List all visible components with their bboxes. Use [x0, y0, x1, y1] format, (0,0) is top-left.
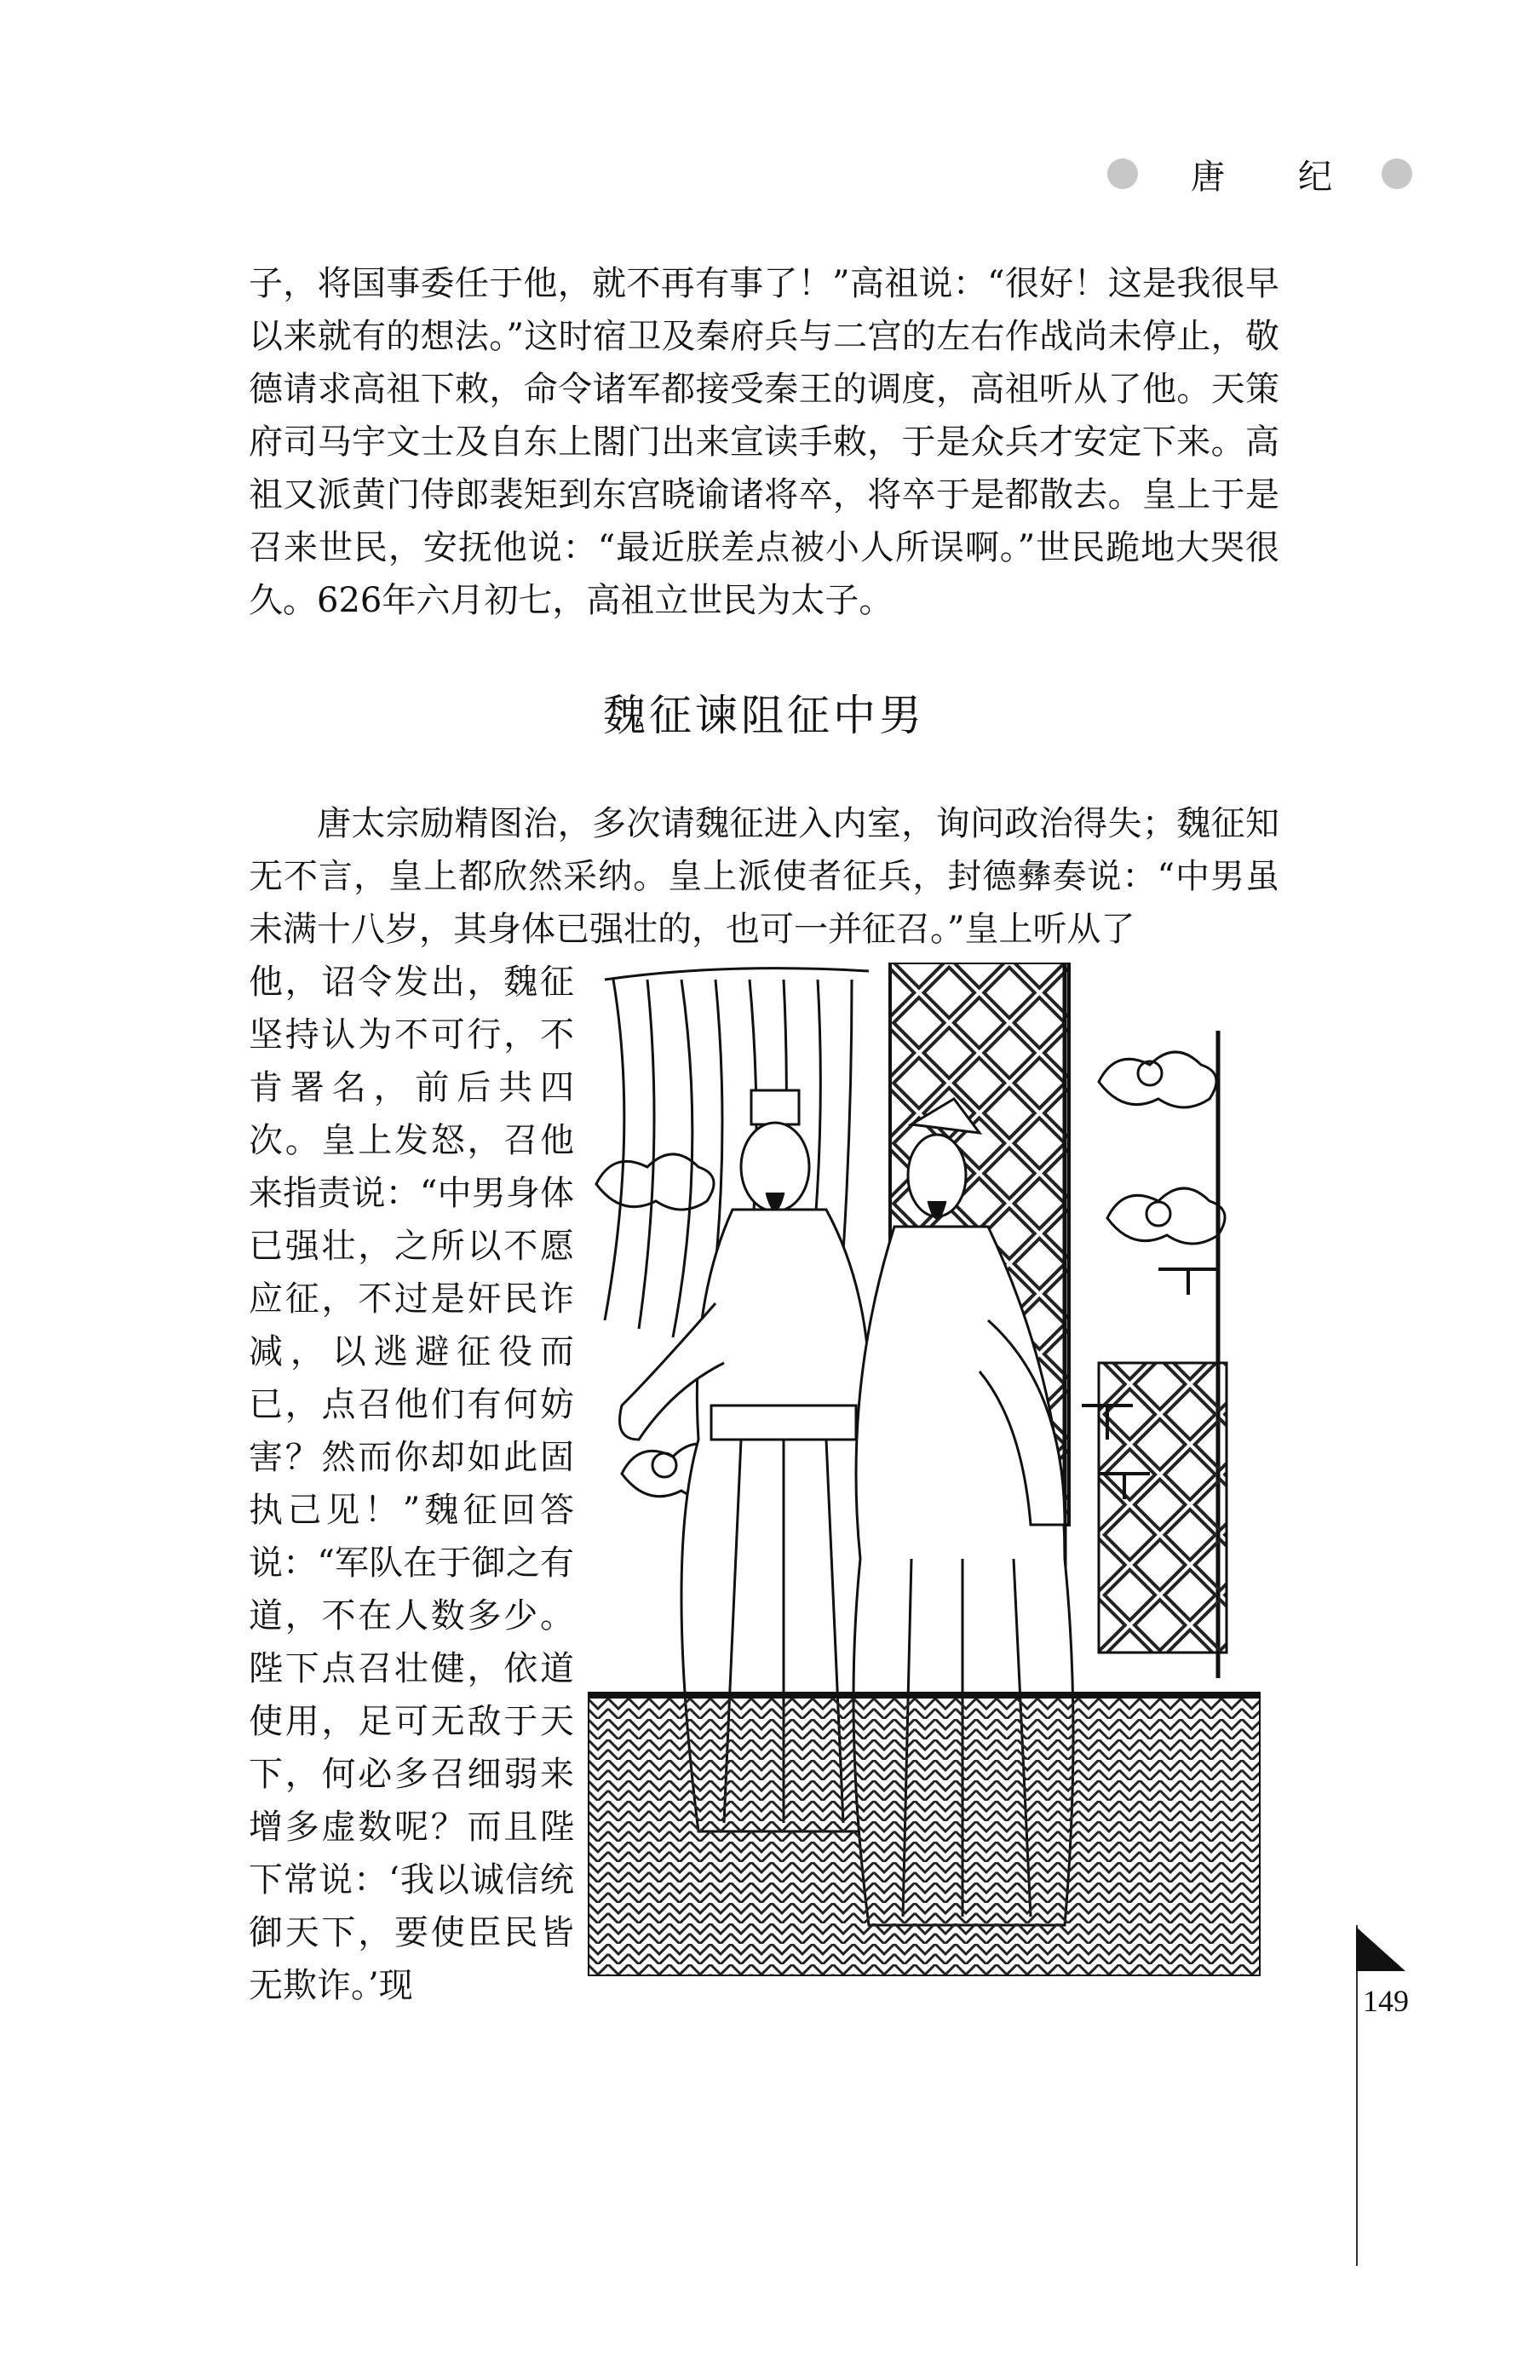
illustration-emperor-and-minister: [588, 963, 1261, 1976]
intro-paragraph: 唐太宗励精图治，多次请魏征进入内室，询问政治得失；魏征知无不言，皇上都欣然采纳。皇上派使者征兵，封德彝奏说：“中男虽未满十八岁，其身体已强壮的，也可一并征召。”皇上听从了: [249, 804, 1279, 949]
top-paragraph: 子，将国事委任于他，就不再有事了！”高祖说：“很好！这是我很早以来就有的想法。”这时宿卫及秦府兵与二宫的左右作战尚未停止，敬德请求高祖下敕，命令诸军都接受秦王的调度，高祖听从了他。天策府司马宇文士及自东上閤门出来宣读手敕，于是众兵才安定下来。高祖又派黄门侍郎裴矩到东宫晓谕诸将卒，将卒于是都散去。皇上于是召来世民，安抚他说：“最近朕差点被小人所误啊。”世民跪地大哭很久。626年六月初七，高祖立世民为太子。: [249, 264, 1279, 620]
page-number: 149: [1363, 1984, 1409, 2018]
section-title: 魏征谏阻征中男: [603, 691, 925, 740]
patterned-floor: [588, 1695, 1261, 1976]
header-dot-left: [1107, 158, 1138, 189]
column-paragraph: 他，诏令发出，魏征坚持认为不可行，不肯署名，前后共四次。皇上发怒，召他来指责说：“中男身体已强壮，之所以不愿应征，不过是奸民诈减，以逃避征役而已，点召他们有何妨害？然而你却如此固执己见！”魏征回答说：“军队在于御之有道，不在人数多少。陛下点召壮健，依道使用，足可无敌于天下，何必多召细弱来增多虚数呢？而且陛下常说：‘我以诚信统御天下，要使臣民皆无欺诈。’现: [249, 963, 574, 2005]
header-dot-right: [1382, 158, 1412, 189]
page-edge-rule: [1356, 1925, 1358, 2266]
header-char-tang: 唐: [1191, 158, 1225, 197]
page-corner-marker: [1356, 1927, 1405, 1971]
running-header: [1107, 145, 1431, 196]
header-char-ji: 纪: [1298, 158, 1332, 197]
